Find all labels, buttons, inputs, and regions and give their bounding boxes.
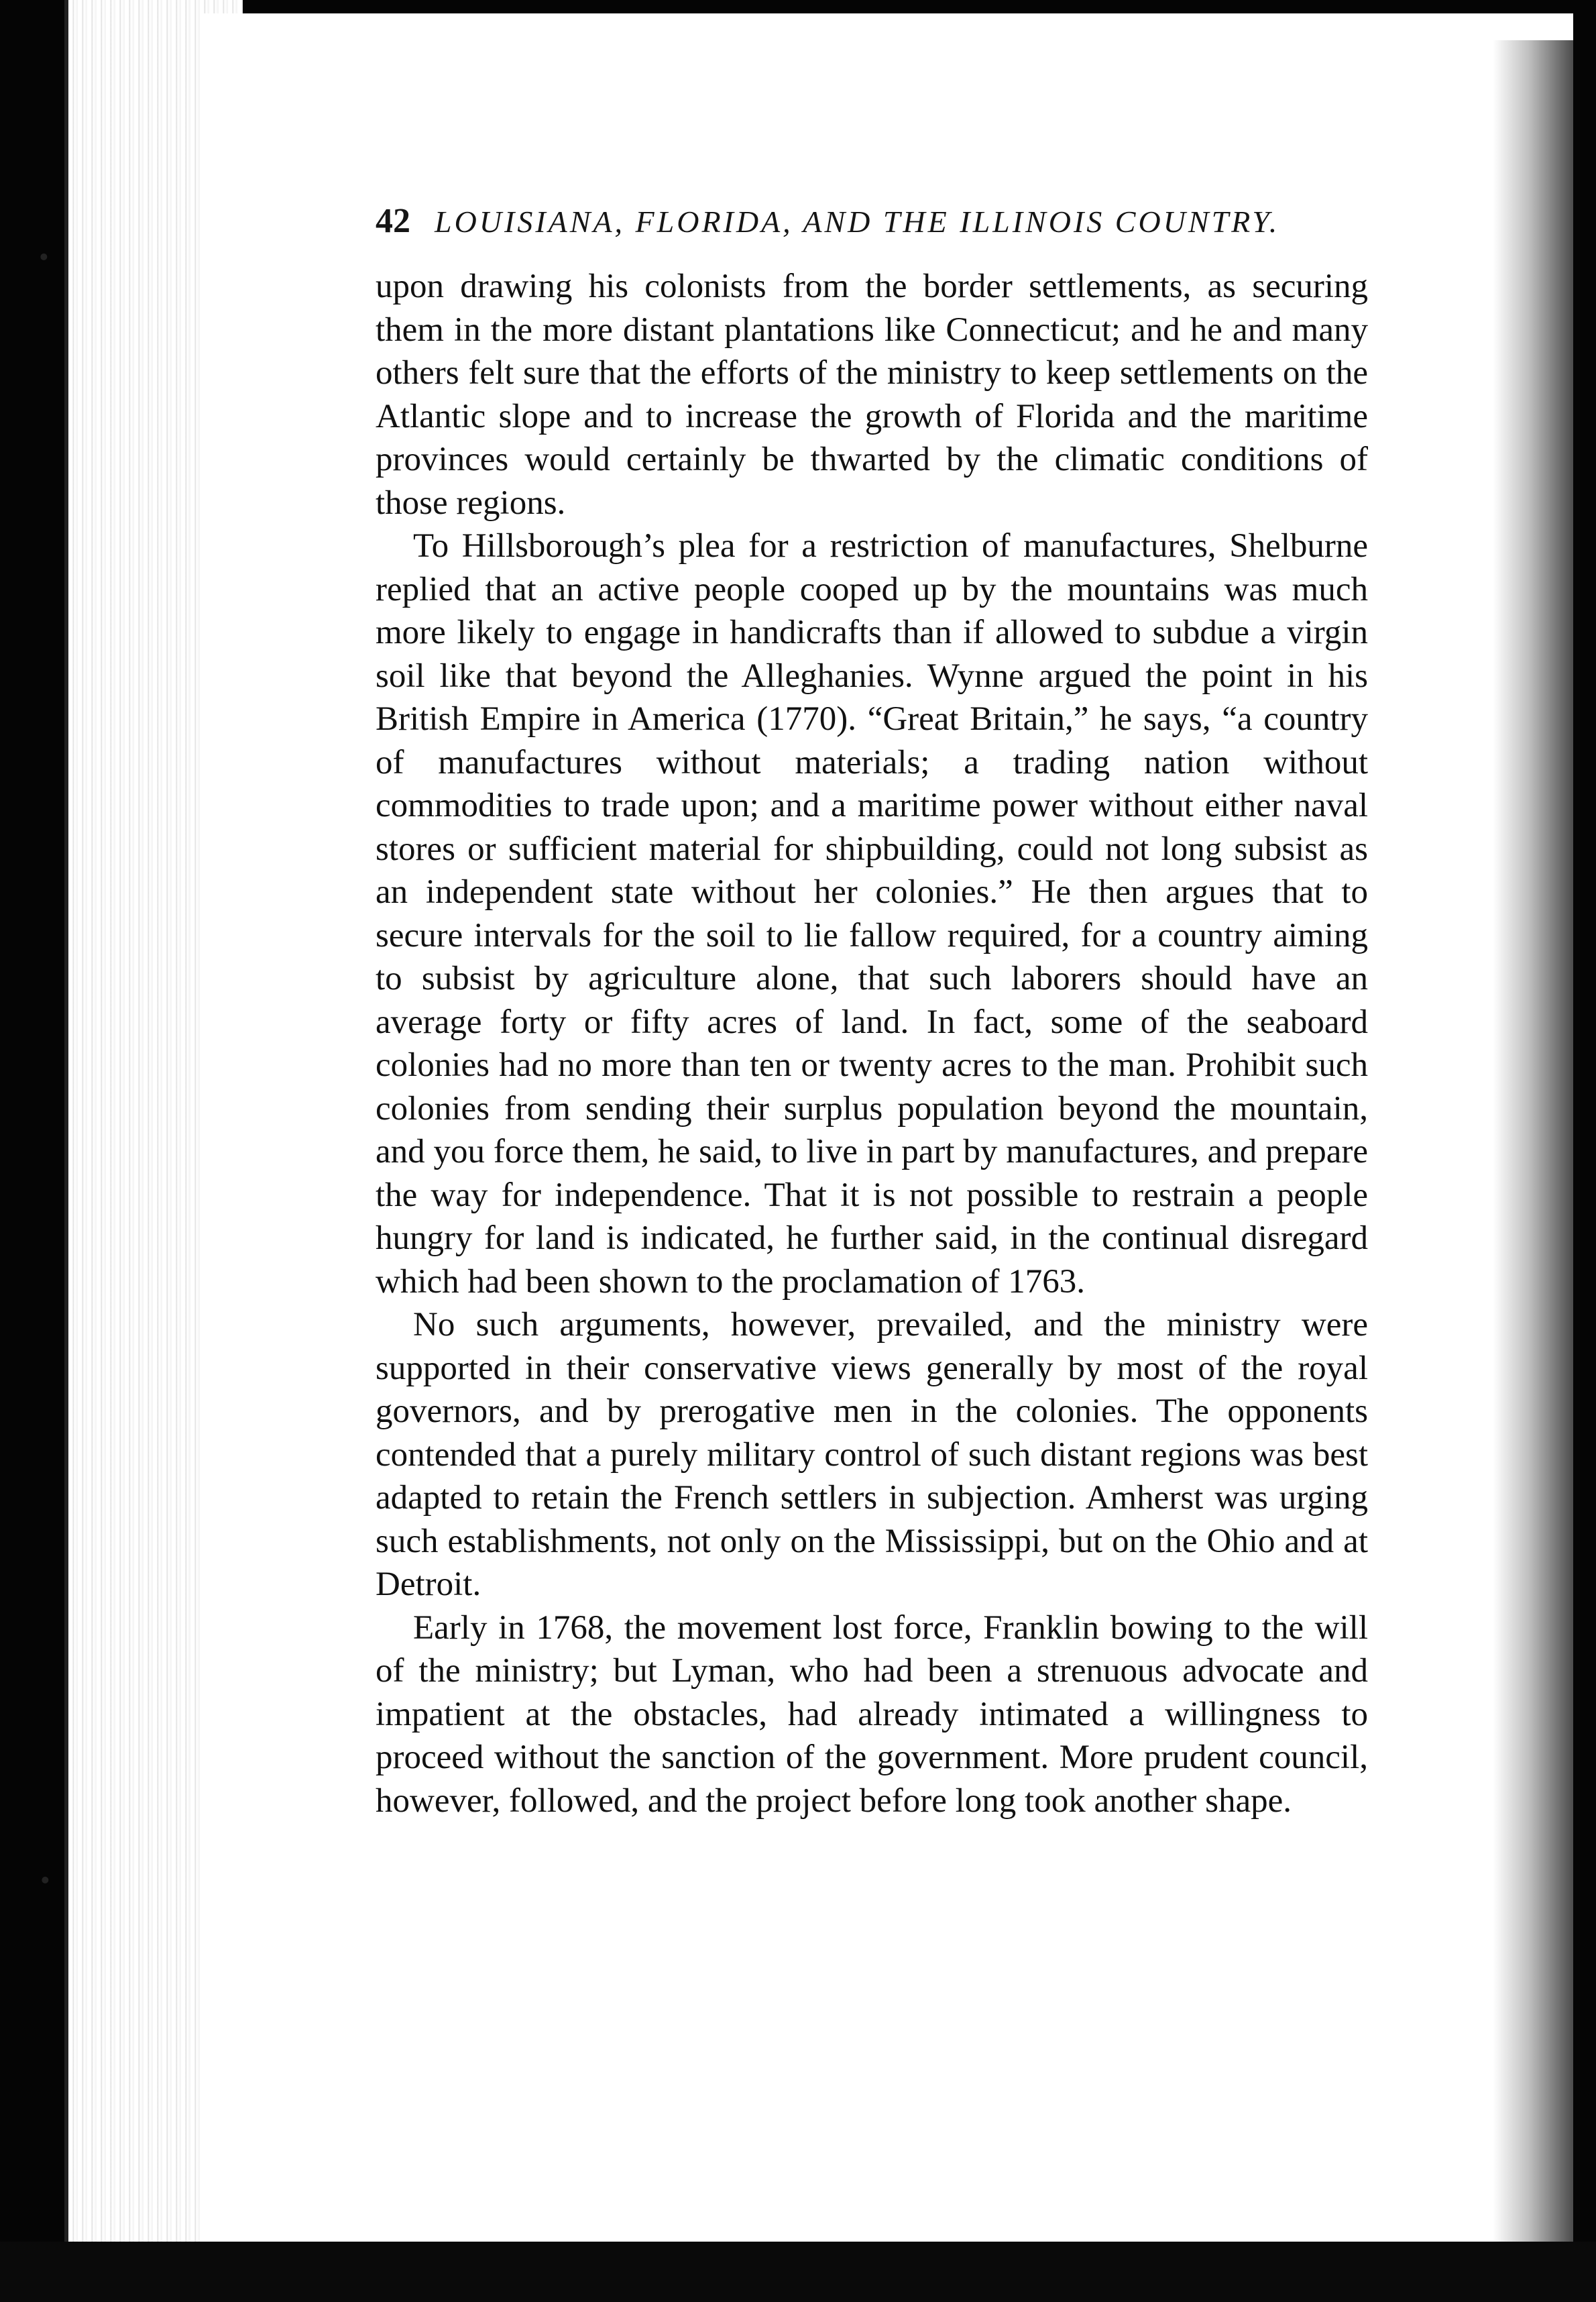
- margin-speck: •: [39, 242, 49, 273]
- margin-speck: •: [40, 1865, 50, 1896]
- running-head: LOUISIANA, FLORIDA, AND THE ILLINOIS COUNTRY.: [435, 205, 1280, 239]
- page-header: [376, 201, 1368, 248]
- paragraph-2: To Hillsborough’s plea for a restriction of manufactures, Shelburne replied that an active people cooped up by the mountains was much more likely to engage in handicrafts than if allowed to subdue a virgin soil like that beyond the Alleghanies. Wynne argued the point in his British Empire in America (1770). “Great Britain,” he says, “a country of manufactures without materials; a trading nation without commodities to trade upon; and a maritime power without either naval stores or sufficient material for shipbuilding, could not long subsist as an independent state without her colonies.” He then argues that to secure intervals for the soil to lie fallow required, for a country aiming to subsist by agriculture alone, that such laborers should have an average forty or fifty acres of land. In fact, some of the seaboard colonies had no more than ten or twenty acres to the man. Prohibit such colonies from sending their surplus population beyond the mountain, and you force them, he said, to live in part by manufactures, and prepare the way for independence. That it is not possible to restrain a people hungry for land is indicated, he further said, in the continual disregard which had been shown to the proclamation of 1763.: [376, 527, 1368, 1301]
- page-number: 42: [376, 202, 410, 240]
- body-text: [376, 265, 1368, 1822]
- scanner-bottom-band: [0, 2242, 1596, 2302]
- gutter-shadow: [1493, 40, 1573, 2274]
- paragraph-4: Early in 1768, the movement lost force, Franklin bowing to the will of the ministry; but Lyman, who had been a strenuous advocate and impatient at the obstacles, had already intimated a willingness to proceed without the sanction of the government. More prudent council, however, followed, and the project before long took another shape.: [376, 1608, 1368, 1820]
- paragraph-3: No such arguments, however, prevailed, and the ministry were supported in their conservative views generally by most of the royal governors, and by prerogative men in the colonies. The opponents contended that a purely military control of such distant regions was best adapted to retain the French settlers in subjection. Amherst was urging such establishments, not only on the Mississippi, but on the Ohio and at Detroit.: [376, 1306, 1368, 1603]
- paragraph-1: upon drawing his colonists from the border settlements, as securing them in the more distant plantations like Connecticut; and he and many others felt sure that the efforts of the ministry to keep settlements on the Atlantic slope and to increase the growth of Florida and the maritime provinces would certainly be thwarted by the climatic conditions of those regions.: [376, 268, 1368, 522]
